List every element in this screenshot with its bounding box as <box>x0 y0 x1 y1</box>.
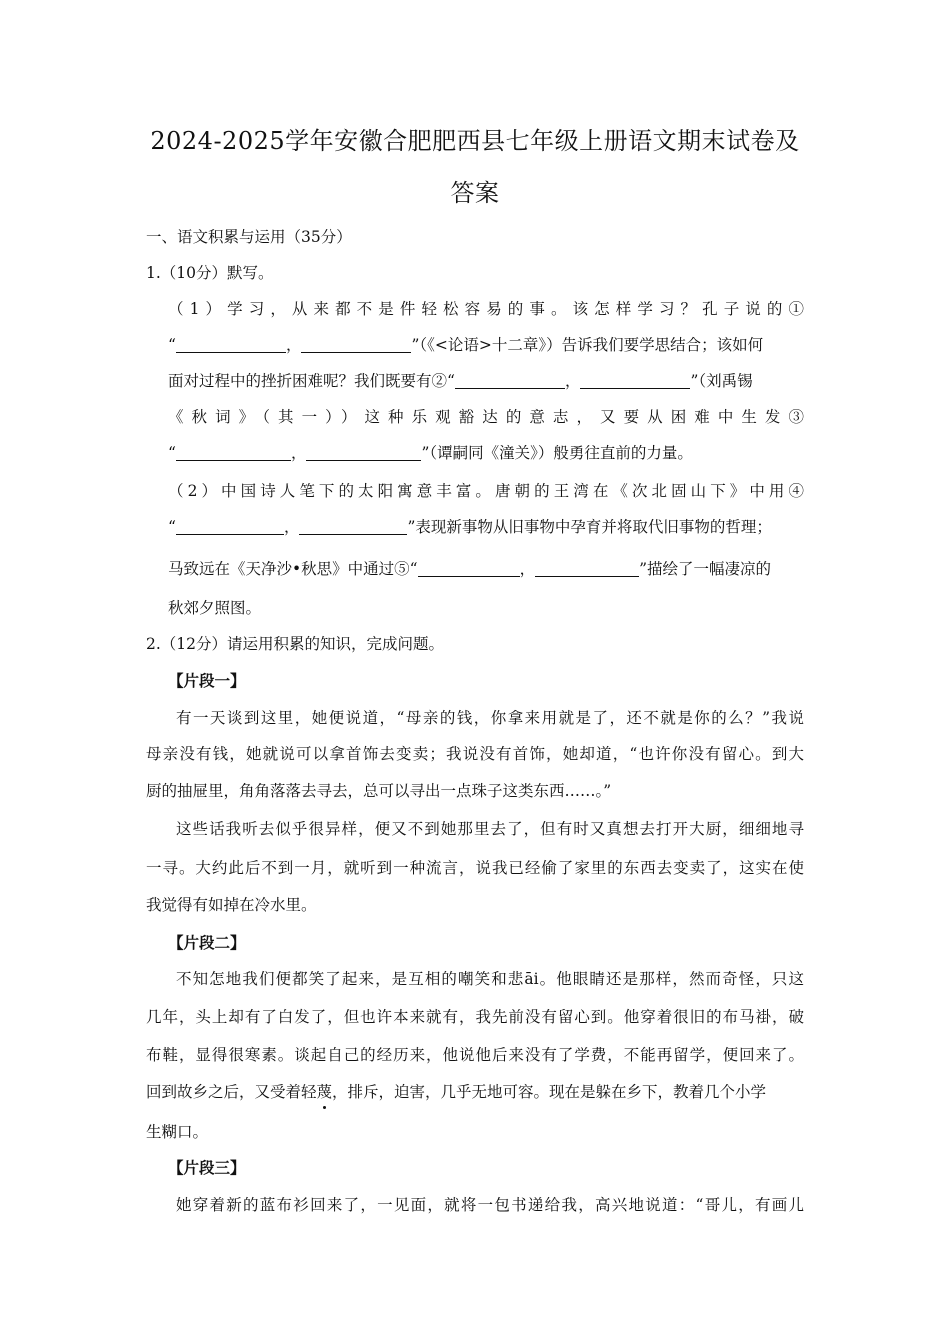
fragment-2-line4 <box>146 1081 766 1103</box>
answer-blank-1b[interactable] <box>301 336 411 353</box>
q1-part2-line1: （2）中国诗人笔下的太阳寓意丰富。唐朝的王湾在《次北固山下》中用④ <box>168 482 804 500</box>
document-title-line2: 答案 <box>450 179 500 207</box>
answer-blank-4b[interactable] <box>299 518 407 535</box>
q1-part1-line1: （1）学习，从来都不是件轻松容易的事。该怎样学习？孔子说的① <box>168 300 804 318</box>
fragment-3-label: 【片段三】 <box>168 1158 246 1177</box>
q1-part2-line2 <box>168 516 772 538</box>
fragment-2-label: 【片段二】 <box>168 933 246 952</box>
q1-part1-line2 <box>168 334 763 356</box>
quote-open: “ <box>168 444 176 462</box>
fragment-2-line2: 几年，头上却有了白发了，但也许本来就有，我先前没有留心到。他穿着很旧的布马褂，破 <box>146 1008 804 1026</box>
fragment-1-line3: 厨的抽屉里，角角落落去寻去，总可以寻出一点珠子这类东西……。” <box>146 782 612 800</box>
q1-part1-line5 <box>168 442 693 464</box>
answer-blank-5a[interactable] <box>418 560 520 577</box>
section-heading: 一、语文积累与运用（35分） <box>146 228 352 246</box>
q1-part1-line3 <box>168 370 753 392</box>
fragment-2-line4-end: ，排斥，迫害，几乎无地可容。现在是躲在乡下，教着几个小学 <box>332 1083 767 1101</box>
fragment-2-line5: 生糊口。 <box>146 1123 209 1141</box>
fragment-2-line4-start: 回到故乡之后，又受着轻 <box>146 1083 317 1101</box>
fragment-1-line2: 母亲没有钱，她就说可以拿首饰去变卖；我说没有首饰，她却道，“也许你没有留心。到大 <box>146 745 804 763</box>
answer-blank-2b[interactable] <box>580 372 690 389</box>
fragment-1-label: 【片段一】 <box>168 671 246 690</box>
fragment-1-line4: 这些话我听去似乎很异样，便又不到她那里去了，但有时又真想去打开大厨，细细地寻 <box>176 820 804 838</box>
comma: ， <box>564 372 581 390</box>
quote-open: “ <box>168 336 176 354</box>
answer-blank-3a[interactable] <box>176 444 291 461</box>
q1-part1-line3-text: 面对过程中的挫折困难呢？我们既要有②“ <box>168 372 455 390</box>
q1-part1-line3-end: ”（刘禹锡 <box>690 372 753 390</box>
quote-open: “ <box>168 518 176 536</box>
answer-blank-4a[interactable] <box>176 518 284 535</box>
comma: ， <box>283 518 300 536</box>
answer-blank-5b[interactable] <box>535 560 639 577</box>
fragment-1-line1: 有一天谈到这里，她便说道，“母亲的钱，你拿来用就是了，还不就是你的么？”我说 <box>176 709 804 727</box>
answer-blank-3b[interactable] <box>306 444 421 461</box>
comma: ， <box>519 560 536 578</box>
comma: ， <box>290 444 307 462</box>
answer-blank-2a[interactable] <box>455 372 565 389</box>
fragment-1-line5: 一寻。大约此后不到一月，就听到一种流言，说我已经偷了家里的东西去变卖了，这实在使 <box>146 859 804 877</box>
q1-part2-line3-text: 马致远在《天净沙•秋思》中通过⑤“ <box>168 560 418 578</box>
q1-part1-line2-text: ”（《<论语>十二章》）告诉我们要学思结合；该如何 <box>411 336 764 354</box>
q1-part2-line2-text: ”表现新事物从旧事物中孕育并将取代旧事物的哲理； <box>407 518 772 536</box>
answer-blank-1a[interactable] <box>176 336 286 353</box>
fragment-1-line6: 我觉得有如掉在冷水里。 <box>146 896 317 914</box>
fragment-2-line1: 不知怎地我们便都笑了起来，是互相的嘲笑和悲āi。他眼睛还是那样，然而奇怪，只这 <box>176 970 804 988</box>
fragment-2-line3: 布鞋，显得很寒素。谈起自己的经历来，他说他后来没有了学费，不能再留学，便回来了。 <box>146 1046 804 1064</box>
document-title-line1: 2024-2025学年安徽合肥肥西县七年级上册语文期末试卷及 <box>150 127 800 155</box>
q1-part2-line3 <box>168 558 771 580</box>
q1-part1-line5-text: ”（谭嗣同《潼关》）般勇往直前的力量。 <box>421 444 693 462</box>
fragment-3-line1: 她穿着新的蓝布衫回来了，一见面，就将一包书递给我，高兴地说道：“哥儿，有画儿 <box>176 1196 804 1214</box>
q1-part2-line4: 秋郊夕照图。 <box>168 599 262 617</box>
comma: ， <box>285 336 302 354</box>
question-2-heading: 2.（12分）请运用积累的知识，完成问题。 <box>146 635 445 653</box>
question-1-heading: 1.（10分）默写。 <box>146 264 274 282</box>
q1-part2-line3-end: ”描绘了一幅凄凉的 <box>639 560 772 578</box>
q1-part1-line4: 《秋词》（其一））这种乐观豁达的意志，又要从困难中生发③ <box>168 408 804 426</box>
emphasis-dot-char: 蔑 <box>316 1083 333 1101</box>
